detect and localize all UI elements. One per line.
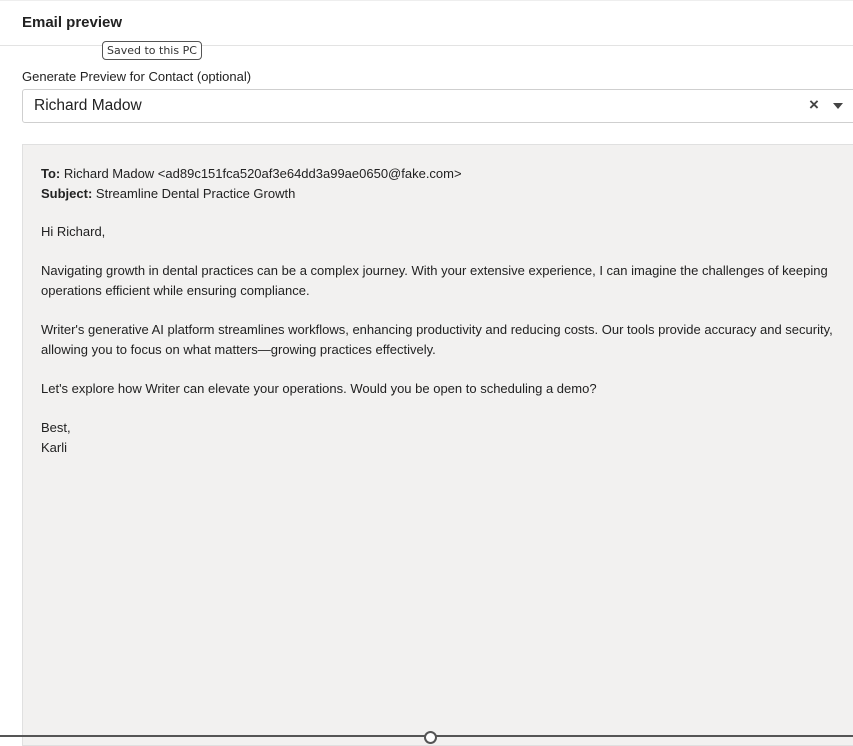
to-value: Richard Madow <ad89c151fca520af3e64dd3a99ae0650@fake.com> [63,166,462,181]
chevron-down-icon[interactable] [833,103,843,109]
saved-tooltip: Saved to this PC [102,41,202,60]
subject-value: Streamline Dental Practice Growth [95,186,296,201]
email-subject [41,184,841,204]
email-paragraph: Writer's generative AI platform streamlines workflows, enhancing productivity and reducing costs. Our tools provide accuracy and security, allowing you to focus on what matters—growing practices effectively. [41,322,833,357]
clear-icon[interactable]: × [809,95,819,114]
page-title: Email preview [22,14,123,31]
contact-label: Generate Preview for Contact (optional) [22,69,252,84]
email-paragraph: Let's explore how Writer can elevate your operations. Would you be open to scheduling a demo? [41,381,597,396]
contact-select-value: Richard Madow [34,97,142,114]
email-paragraph: Navigating growth in dental practices can be a complex journey. With your extensive experience, I can imagine the challenges of keeping operations efficient while ensuring compliance. [41,263,828,298]
subject-label: Subject: [41,186,93,201]
email-signoff: Best, [41,420,71,435]
email-to [41,164,841,184]
contact-select[interactable] [22,89,853,123]
email-greeting: Hi Richard, [41,224,106,239]
resize-handle[interactable] [424,731,437,744]
header [0,0,853,46]
email-signature: Karli [41,440,68,455]
to-label: To: [41,166,61,181]
email-preview-panel [22,144,853,746]
